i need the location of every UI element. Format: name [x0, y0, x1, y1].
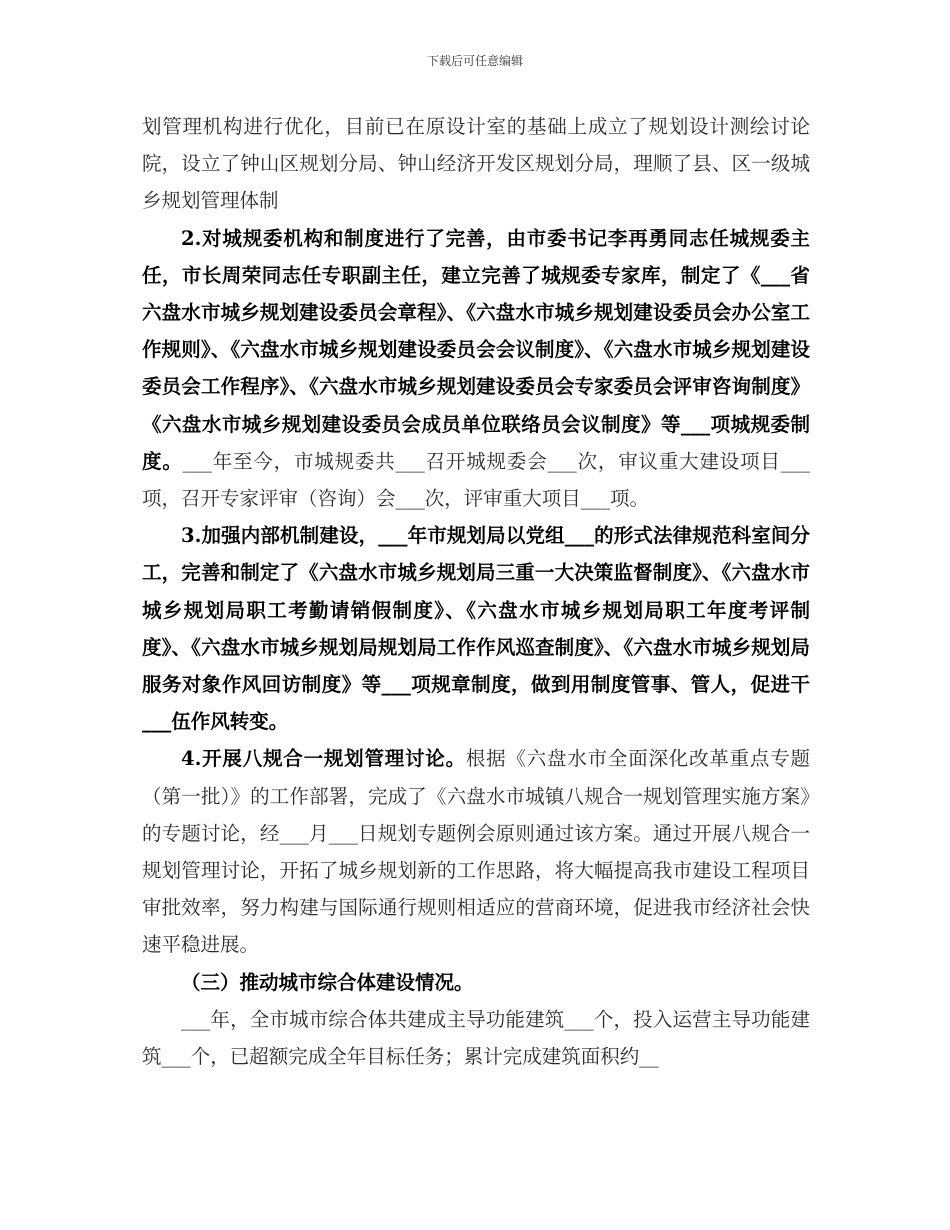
- item-2-stats-text: ___年至今，市城规委共___召开城规委会___次，审议重大建设项目___项，召开专家评审（咨询）会___次，评审重大项目___项。: [142, 449, 810, 511]
- page-header: 下载后可任意编辑: [426, 54, 523, 68]
- item-2-bold-text: 2.对城规委机构和制度进行了完善，由市委书记李再勇同志任城规委主任，市长周荣同志任专职副主任，建立完善了城规委专家库，制定了《___省六盘水市城乡规划建设委员会章程》、《六盘水市城乡规划建设委员会办公室工作规则》、《六盘水市城乡规划建设委员会会议制度》、《六盘水市城乡规划建设委员会工作程序》、《六盘水市城乡规划建设委员会专家委员会评审咨询制度》《六盘水市城乡规划建设委员会成员单位联络员会议制度》等___项城规委制度。: [142, 226, 810, 473]
- item-4-heading: 4.开展八规合一规划管理讨论。: [181, 747, 466, 771]
- item-4-body: 根据《六盘水市全面深化改革重点专题（第一批）》的工作部署，完成了《六盘水市城镇八规合一规划管理实施方案》的专题讨论，经___月___日规划专题例会原则通过该方案。通过开展八规合一规划管理讨论，开拓了城乡规划新的工作思路，将大幅提高我市建设工程项目审批效率，努力构建与国际通行规则相适应的营商环境，促进我市经济社会快速平稳进展。: [142, 747, 810, 957]
- paragraph-item-2: [142, 220, 810, 518]
- paragraph-item-3: 3.加强内部机制建设，___年市规划局以党组___的形式法律规范科室间分工，完善和制定了《六盘水市城乡规划局三重一大决策监督制度》、《六盘水市城乡规划局职工考勤请销假制度》、《六盘水市城乡规划局职工年度考评制度》、《六盘水市城乡规划局规划局工作作风巡查制度》、《六盘水市城乡规划局服务对象作风回访制度》等___项规章制度，做到用制度管事、管人，促进干___伍作风转变。: [142, 524, 810, 734]
- paragraph-continuation: 划管理机构进行优化，目前已在原设计室的基础上成立了规划设计测绘讨论院，设立了钟山区规划分局、钟山经济开发区规划分局，理顺了县、区一级城乡规划管理体制: [142, 115, 810, 213]
- document-body: [142, 108, 810, 1075]
- section-heading-3: （三）推动城市综合体建设情况。: [181, 970, 474, 994]
- paragraph-item-4: [142, 740, 810, 963]
- paragraph-complex-buildings: ___年，全市城市综合体共建成主导功能建筑___个，投入运营主导功能建筑___个，已超额完成全年目标任务；累计完成建筑面积约__: [142, 1007, 810, 1069]
